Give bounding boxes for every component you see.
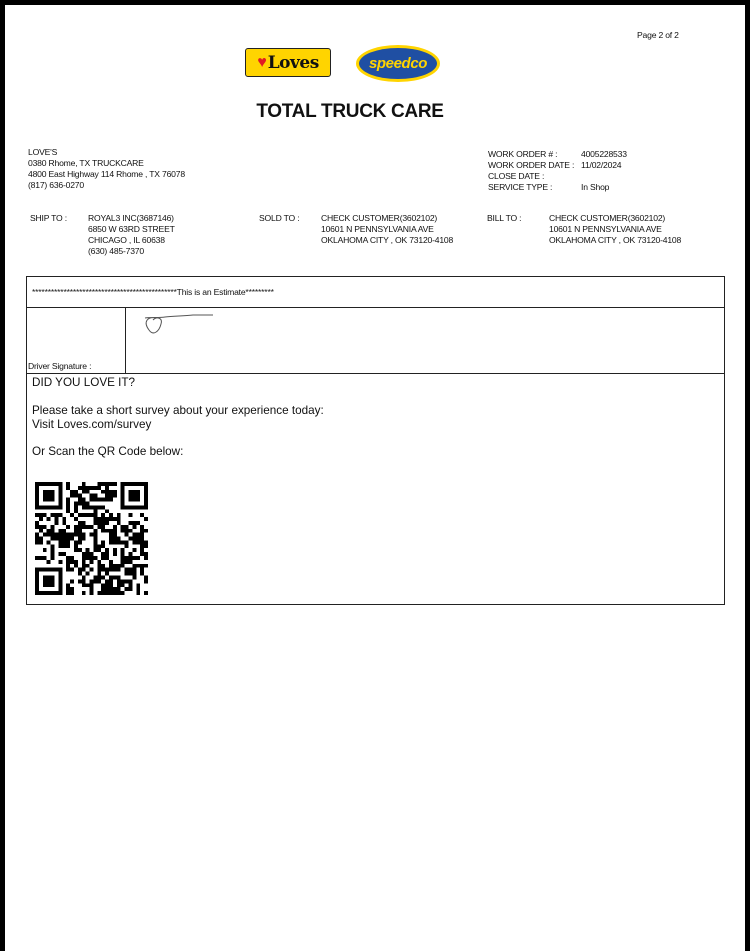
ship-to-line: 6850 W 63RD STREET xyxy=(88,224,175,234)
service-type-row xyxy=(488,182,627,193)
sold-to-label: SOLD TO : xyxy=(259,213,300,223)
survey-qr-prompt: Or Scan the QR Code below: xyxy=(32,445,184,458)
speedco-logo-text: speedco xyxy=(368,55,428,72)
signature-row xyxy=(27,308,724,374)
sold-to-address xyxy=(321,213,453,246)
service-type-value: In Shop xyxy=(581,182,610,192)
qr-modules xyxy=(35,482,148,595)
location-block xyxy=(28,147,185,191)
driver-signature-label: Driver Signature : xyxy=(28,361,92,371)
survey-link[interactable]: Visit Loves.com/survey xyxy=(32,418,152,431)
ship-to-label: SHIP TO : xyxy=(30,213,67,223)
document-title: TOTAL TRUCK CARE xyxy=(256,101,444,122)
bill-to-block xyxy=(487,213,681,246)
work-order-date-label: WORK ORDER DATE : xyxy=(488,160,575,170)
location-phone: (817) 636-0270 xyxy=(28,180,84,190)
survey-qr-code[interactable] xyxy=(35,482,148,595)
sold-to-line: 10601 N PENNSYLVANIA AVE xyxy=(321,224,434,234)
survey-heading: DID YOU LOVE IT? xyxy=(32,376,136,389)
bill-to-address xyxy=(549,213,681,246)
work-order-number-value: 4005228533 xyxy=(581,149,627,159)
close-date-label: CLOSE DATE : xyxy=(488,171,545,181)
ship-to-address xyxy=(88,213,175,257)
survey-section xyxy=(32,376,324,459)
ship-to-line: ROYAL3 INC(3687146) xyxy=(88,213,174,223)
estimate-banner: **********************************************This is an Estimate********* xyxy=(27,277,724,308)
loves-logo-text: Loves xyxy=(267,52,319,73)
work-order-number-row xyxy=(488,149,627,160)
ship-to-line: (630) 485-7370 xyxy=(88,246,144,256)
bill-to-line: 10601 N PENNSYLVANIA AVE xyxy=(549,224,662,234)
bill-to-label: BILL TO : xyxy=(487,213,522,223)
ship-to-line: CHICAGO , IL 60638 xyxy=(88,235,165,245)
work-order-date-value: 11/02/2024 xyxy=(581,160,622,170)
work-order-number-label: WORK ORDER # : xyxy=(488,149,558,159)
document-page xyxy=(5,5,745,951)
loves-logo xyxy=(245,48,331,77)
heart-icon: ♥ xyxy=(257,53,267,71)
estimate-box xyxy=(26,276,725,605)
location-name: LOVE'S xyxy=(28,147,58,157)
ship-to-block xyxy=(30,213,175,257)
close-date-row xyxy=(488,171,627,182)
sold-to-line: CHECK CUSTOMER(3602102) xyxy=(321,213,438,223)
sold-to-line: OKLAHOMA CITY , OK 73120-4108 xyxy=(321,235,454,245)
work-order-date-row xyxy=(488,160,627,171)
bill-to-line: OKLAHOMA CITY , OK 73120-4108 xyxy=(549,235,682,245)
sold-to-block xyxy=(259,213,453,246)
location-address: 4800 East Highway 114 Rhome , TX 76078 xyxy=(28,169,185,179)
bill-to-line: CHECK CUSTOMER(3602102) xyxy=(549,213,666,223)
signature-divider xyxy=(125,308,126,373)
survey-prompt: Please take a short survey about your experience today: xyxy=(32,404,324,417)
driver-signature xyxy=(139,312,219,340)
speedco-logo xyxy=(356,45,440,82)
location-store: 0380 Rhome, TX TRUCKCARE xyxy=(28,158,144,168)
work-order-block xyxy=(488,149,627,193)
page-number: Page 2 of 2 xyxy=(637,30,679,40)
service-type-label: SERVICE TYPE : xyxy=(488,182,553,192)
speedco-logo-inner xyxy=(359,48,437,79)
